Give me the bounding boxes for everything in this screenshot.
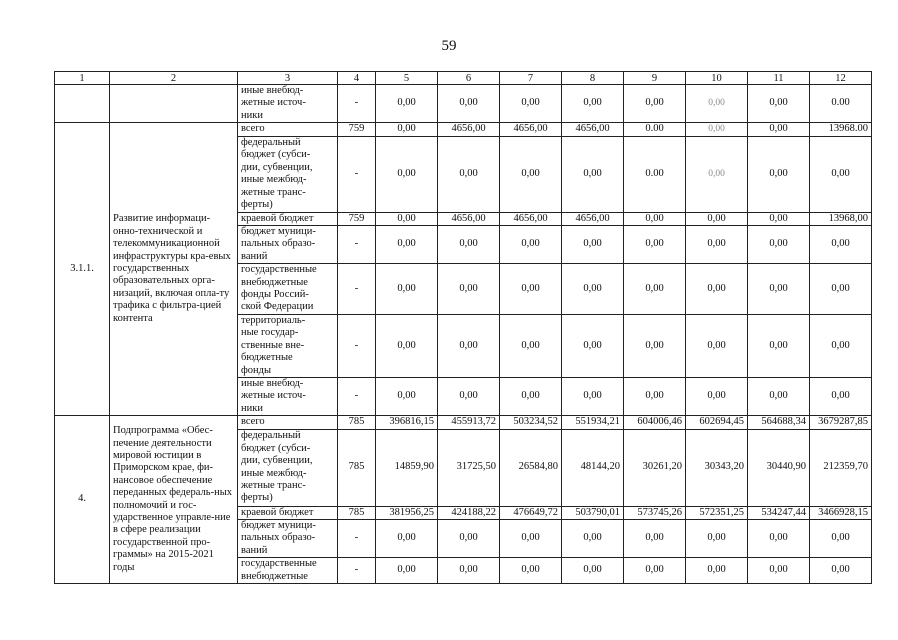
budget-code: 785 bbox=[338, 506, 376, 519]
value-cell: 0,00 bbox=[810, 519, 872, 557]
value-cell: 0,00 bbox=[686, 264, 748, 315]
value-cell: 0,00 bbox=[438, 314, 500, 377]
value-cell: 0,00 bbox=[500, 264, 562, 315]
budget-code: 759 bbox=[338, 212, 376, 225]
value-cell: 0,00 bbox=[500, 85, 562, 123]
value-cell: 534247,44 bbox=[748, 506, 810, 519]
page-number: 59 bbox=[441, 38, 457, 54]
funding-source: всего bbox=[238, 416, 338, 429]
row-id: 3.1.1. bbox=[55, 123, 110, 416]
column-number: 8 bbox=[562, 72, 624, 85]
value-cell: 0,00 bbox=[686, 377, 748, 415]
value-cell: 30261,20 bbox=[624, 429, 686, 506]
value-cell: 0,00 bbox=[562, 136, 624, 212]
value-cell: 0,00 bbox=[624, 264, 686, 315]
column-number: 2 bbox=[110, 72, 238, 85]
value-cell: 0,00 bbox=[376, 377, 438, 415]
value-cell: 0,00 bbox=[686, 123, 748, 136]
value-cell: 0,00 bbox=[438, 226, 500, 264]
column-number: 9 bbox=[624, 72, 686, 85]
value-cell: 0,00 bbox=[438, 264, 500, 315]
budget-code: - bbox=[338, 377, 376, 415]
budget-code: - bbox=[338, 314, 376, 377]
budget-table bbox=[54, 71, 872, 584]
value-cell: 0,00 bbox=[562, 314, 624, 377]
value-cell: 572351,25 bbox=[686, 506, 748, 519]
value-cell: 0,00 bbox=[686, 212, 748, 225]
value-cell: 0,00 bbox=[562, 264, 624, 315]
value-cell: 0,00 bbox=[500, 377, 562, 415]
value-cell: 0.00 bbox=[624, 123, 686, 136]
value-cell: 0,00 bbox=[562, 226, 624, 264]
value-cell: 0,00 bbox=[438, 377, 500, 415]
budget-code: - bbox=[338, 519, 376, 557]
value-cell: 0,00 bbox=[376, 226, 438, 264]
budget-code: 785 bbox=[338, 429, 376, 506]
value-cell: 0,00 bbox=[810, 558, 872, 584]
funding-source: краевой бюджет bbox=[238, 212, 338, 225]
value-cell: 0,00 bbox=[748, 123, 810, 136]
value-cell: 0,00 bbox=[624, 212, 686, 225]
table-row bbox=[55, 416, 872, 429]
value-cell: 0,00 bbox=[376, 212, 438, 225]
funding-source: всего bbox=[238, 123, 338, 136]
column-number-row bbox=[55, 72, 872, 85]
value-cell: 0,00 bbox=[624, 314, 686, 377]
value-cell: 4656,00 bbox=[500, 123, 562, 136]
value-cell: 3466928,15 bbox=[810, 506, 872, 519]
value-cell: 0,00 bbox=[686, 226, 748, 264]
value-cell: 604006,46 bbox=[624, 416, 686, 429]
value-cell: 0,00 bbox=[686, 136, 748, 212]
value-cell: 0,00 bbox=[748, 558, 810, 584]
budget-code: - bbox=[338, 85, 376, 123]
value-cell: 0,00 bbox=[438, 519, 500, 557]
value-cell: 4656,00 bbox=[438, 212, 500, 225]
budget-code: - bbox=[338, 264, 376, 315]
value-cell: 0,00 bbox=[376, 264, 438, 315]
funding-source: федеральный бюджет (субси- дии, субвенции, иные межбюд- жетные транс- ферты) bbox=[238, 429, 338, 506]
column-number: 10 bbox=[686, 72, 748, 85]
value-cell: 0,00 bbox=[748, 212, 810, 225]
value-cell: 212359,70 bbox=[810, 429, 872, 506]
value-cell: 0,00 bbox=[810, 136, 872, 212]
value-cell: 0,00 bbox=[748, 377, 810, 415]
funding-source: иные внебюд- жетные источ- ники bbox=[238, 85, 338, 123]
row-name bbox=[110, 85, 238, 123]
value-cell: 503234,52 bbox=[500, 416, 562, 429]
value-cell: 0,00 bbox=[376, 123, 438, 136]
value-cell: 573745,26 bbox=[624, 506, 686, 519]
value-cell: 0.00 bbox=[624, 136, 686, 212]
funding-source: федеральный бюджет (субси- дии, субвенции, иные межбюд- жетные транс- ферты) bbox=[238, 136, 338, 212]
funding-source: бюджет муници- пальных образо- ваний bbox=[238, 519, 338, 557]
value-cell: 0,00 bbox=[624, 85, 686, 123]
row-id bbox=[55, 85, 110, 123]
column-number: 3 bbox=[238, 72, 338, 85]
value-cell: 424188,22 bbox=[438, 506, 500, 519]
value-cell: 551934,21 bbox=[562, 416, 624, 429]
value-cell: 48144,20 bbox=[562, 429, 624, 506]
value-cell: 0,00 bbox=[810, 264, 872, 315]
value-cell: 13968,00 bbox=[810, 212, 872, 225]
value-cell: 0,00 bbox=[438, 85, 500, 123]
value-cell: 0,00 bbox=[624, 519, 686, 557]
value-cell: 31725,50 bbox=[438, 429, 500, 506]
value-cell: 564688,34 bbox=[748, 416, 810, 429]
value-cell: 396816,15 bbox=[376, 416, 438, 429]
value-cell: 455913,72 bbox=[438, 416, 500, 429]
value-cell: 0,00 bbox=[376, 314, 438, 377]
funding-source: государственные внебюджетные фонды Россий- ской Федерации bbox=[238, 264, 338, 315]
value-cell: 476649,72 bbox=[500, 506, 562, 519]
row-name: Развитие информаци-онно-технической и телекоммуникационной инфраструктуры кра-евых государственных образовательных орга-низаций, включая опла-ту трафика с фильтра-цией контента bbox=[110, 123, 238, 416]
budget-code: - bbox=[338, 558, 376, 584]
funding-source: иные внебюд- жетные источ- ники bbox=[238, 377, 338, 415]
funding-source: государственные внебюджетные bbox=[238, 558, 338, 584]
budget-code: 759 bbox=[338, 123, 376, 136]
value-cell: 0,00 bbox=[562, 519, 624, 557]
budget-code: - bbox=[338, 136, 376, 212]
row-id: 4. bbox=[55, 416, 110, 584]
value-cell: 503790,01 bbox=[562, 506, 624, 519]
value-cell: 4656,00 bbox=[438, 123, 500, 136]
value-cell: 13968.00 bbox=[810, 123, 872, 136]
value-cell: 0,00 bbox=[748, 264, 810, 315]
value-cell: 0,00 bbox=[748, 314, 810, 377]
value-cell: 381956,25 bbox=[376, 506, 438, 519]
value-cell: 0,00 bbox=[624, 226, 686, 264]
value-cell: 0,00 bbox=[748, 226, 810, 264]
column-number: 12 bbox=[810, 72, 872, 85]
value-cell: 0,00 bbox=[500, 136, 562, 212]
value-cell: 602694,45 bbox=[686, 416, 748, 429]
value-cell: 0,00 bbox=[500, 558, 562, 584]
funding-source: территориаль- ные государ- ственные вне- бюджетные фонды bbox=[238, 314, 338, 377]
value-cell: 0,00 bbox=[438, 558, 500, 584]
budget-code: - bbox=[338, 226, 376, 264]
value-cell: 0.00 bbox=[810, 85, 872, 123]
value-cell: 0,00 bbox=[376, 136, 438, 212]
column-number: 11 bbox=[748, 72, 810, 85]
value-cell: 0,00 bbox=[562, 377, 624, 415]
column-number: 7 bbox=[500, 72, 562, 85]
value-cell: 0,00 bbox=[500, 314, 562, 377]
value-cell: 4656,00 bbox=[562, 123, 624, 136]
value-cell: 4656,00 bbox=[500, 212, 562, 225]
value-cell: 0,00 bbox=[748, 136, 810, 212]
funding-source: бюджет муници- пальных образо- ваний bbox=[238, 226, 338, 264]
value-cell: 0,00 bbox=[686, 85, 748, 123]
value-cell: 0,00 bbox=[562, 558, 624, 584]
value-cell: 0,00 bbox=[748, 85, 810, 123]
value-cell: 14859,90 bbox=[376, 429, 438, 506]
column-number: 6 bbox=[438, 72, 500, 85]
column-number: 5 bbox=[376, 72, 438, 85]
value-cell: 0,00 bbox=[562, 85, 624, 123]
value-cell: 0,00 bbox=[686, 314, 748, 377]
budget-code: 785 bbox=[338, 416, 376, 429]
value-cell: 4656,00 bbox=[562, 212, 624, 225]
table-row bbox=[55, 123, 872, 136]
funding-source: краевой бюджет bbox=[238, 506, 338, 519]
row-name: Подпрограмма «Обес-печение деятельности мировой юстиции в Приморском крае, фи-нансовое обеспечение переданных федераль-ных полномочий и гос-ударственное управле-ние в сфере реализации государственной про-граммы» на 2015-2021 годы bbox=[110, 416, 238, 584]
value-cell: 0,00 bbox=[500, 519, 562, 557]
value-cell: 0,00 bbox=[686, 519, 748, 557]
value-cell: 26584,80 bbox=[500, 429, 562, 506]
value-cell: 30343,20 bbox=[686, 429, 748, 506]
value-cell: 0,00 bbox=[624, 377, 686, 415]
value-cell: 3679287,85 bbox=[810, 416, 872, 429]
value-cell: 0,00 bbox=[500, 226, 562, 264]
column-number: 4 bbox=[338, 72, 376, 85]
value-cell: 0,00 bbox=[810, 377, 872, 415]
value-cell: 30440,90 bbox=[748, 429, 810, 506]
value-cell: 0,00 bbox=[376, 519, 438, 557]
value-cell: 0,00 bbox=[686, 558, 748, 584]
value-cell: 0,00 bbox=[438, 136, 500, 212]
table-row bbox=[55, 85, 872, 123]
value-cell: 0,00 bbox=[376, 558, 438, 584]
value-cell: 0,00 bbox=[376, 85, 438, 123]
value-cell: 0,00 bbox=[810, 314, 872, 377]
value-cell: 0,00 bbox=[810, 226, 872, 264]
value-cell: 0,00 bbox=[624, 558, 686, 584]
value-cell: 0,00 bbox=[748, 519, 810, 557]
column-number: 1 bbox=[55, 72, 110, 85]
